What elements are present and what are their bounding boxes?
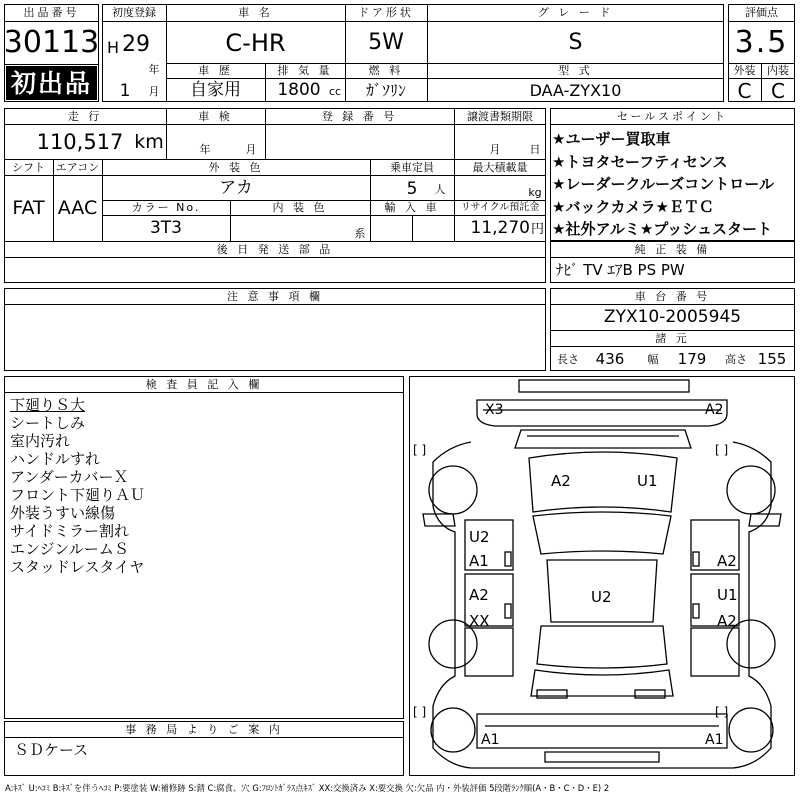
inspector-item: スタッドレスタイヤ	[10, 558, 145, 576]
reg-month: 1	[119, 80, 131, 101]
sales-label: セールスポイント	[616, 109, 728, 123]
mark-a2-right: A2	[717, 552, 737, 570]
model-label: 車 名	[238, 6, 273, 19]
deadline-day-unit: 日	[529, 142, 541, 156]
lot-number: 30113	[3, 25, 100, 60]
exterior-label: 外装	[733, 64, 756, 77]
mark-x3: X3	[485, 402, 504, 418]
mileage-value: 110,517	[36, 129, 124, 154]
mark-a1-left: A1	[469, 552, 489, 570]
chassis-number: ZYX10-2005945	[603, 307, 742, 327]
grade-value: S	[568, 29, 583, 55]
capacity-label: 乗車定員	[390, 160, 434, 174]
inspection-label: 車 検	[198, 109, 233, 123]
reg-year: 29	[122, 32, 150, 57]
recycle-label: リサイクル預託金	[460, 201, 540, 213]
load-unit: kg	[528, 185, 542, 199]
plate-label: 登 録 番 号	[321, 109, 398, 123]
model-name: C-HR	[225, 28, 286, 57]
mark-a2-hood: A2	[551, 472, 571, 490]
interior-label: 内装	[767, 64, 789, 77]
mark-u1-hood: U1	[637, 472, 658, 490]
recycle-unit: 円	[530, 221, 544, 237]
history-value: 自家用	[190, 80, 241, 100]
door-label: ドア形状	[358, 6, 414, 19]
deadline-month-unit: 月	[489, 142, 501, 156]
car-diagram	[409, 376, 795, 776]
office-label: 事 務 局 よ り ご 案 内	[125, 722, 283, 736]
mark-u1-right: U1	[717, 586, 738, 604]
displacement-label: 排 気 量	[277, 64, 333, 77]
later-parts-label: 後 日 発 送 部 品	[216, 242, 334, 256]
reg-year-unit: 年	[148, 62, 160, 76]
color-label: 外 装 色	[208, 160, 264, 174]
notes-label: 注 意 事 項 欄	[227, 289, 323, 303]
sales-list	[552, 128, 794, 241]
reg-month-unit: 月	[148, 84, 160, 98]
mileage-label: 走 行	[67, 109, 103, 123]
sales-item: ★レーダークルーズコントロール	[552, 175, 774, 193]
history-label: 車 歴	[198, 64, 233, 77]
inspector-list	[10, 396, 145, 576]
equipment-label: 純 正 装 備	[634, 242, 711, 256]
inspection-year-unit: 年	[199, 142, 211, 156]
office-value: ＳＤケース	[14, 740, 89, 759]
mark-u2-roof: U2	[591, 588, 612, 606]
displacement-unit: cc	[328, 84, 342, 98]
mark-a2-top: A2	[705, 402, 724, 418]
grade-label: グ レ ー ド	[537, 6, 614, 19]
ac-value: AAC	[57, 197, 98, 219]
import-label: 輸 入 車	[384, 201, 440, 214]
inspector-item: アンダーカバーＸ	[10, 468, 129, 486]
ac-label: エアコン	[55, 160, 100, 174]
mark-a2-left-rear: A2	[469, 586, 489, 604]
displacement-value: 1800	[277, 80, 321, 100]
bracket-left-lower: [ ]	[413, 705, 427, 719]
reg-label: 初度登録	[112, 6, 156, 19]
fuel-value: ｶﾞｿﾘﾝ	[365, 80, 406, 100]
dims-label: 諸 元	[655, 331, 690, 345]
color-no-label: カラー No.	[131, 201, 201, 214]
score-label: 評価点	[745, 6, 778, 19]
length-label: 長さ	[557, 352, 579, 366]
bracket-left: [ ]	[413, 443, 427, 457]
capacity-unit: 人	[434, 182, 446, 196]
first-listing-text: 初出品	[10, 68, 92, 98]
door-value: 5W	[368, 29, 404, 55]
shift-label: シフト	[12, 160, 45, 174]
score-value: 3.5	[734, 24, 789, 60]
interior-color-unit: 系	[354, 226, 366, 240]
interior-value: C	[771, 78, 785, 103]
sales-item: ★トヨタセーフティセンス	[552, 152, 728, 171]
shift-value: FAT	[12, 197, 45, 219]
mark-u2-left: U2	[469, 528, 490, 546]
inspector-item: 下廻りＳ大	[10, 396, 86, 414]
legend-footer: A:ｷｽﾞ U:ﾍｺﾐ B:ｷｽﾞを伴うﾍｺﾐ P:要塗装 W:補修跡 S:錆 C:腐食、穴 G:ﾌﾛﾝﾄｶﾞﾗｽ点ｷｽﾞ XX:交換済み X:要交換 欠:欠品 内・外装評価 5段階ﾗﾝｸ順(A・B・C・D・E) 2	[5, 782, 610, 793]
load-label: 最大積載量	[472, 160, 528, 174]
height-value: 155	[757, 349, 787, 368]
mark-a1-bottom-right: A1	[705, 732, 724, 748]
length-value: 436	[595, 349, 625, 368]
equipment-value: ﾅﾋﾞ TV ｴｱB PS PW	[556, 260, 685, 279]
sales-item: ★社外アルミ★プッシュスタート	[552, 220, 772, 238]
exterior-value: C	[737, 78, 752, 103]
bracket-right: [ ]	[715, 443, 729, 457]
deadline-label: 譲渡書類期限	[467, 109, 533, 123]
mark-xx-left: XX	[469, 612, 490, 630]
inspector-item: ハンドルすれ	[10, 450, 101, 468]
mark-a2-right-rear: A2	[717, 612, 737, 630]
inspector-item: サイドミラー割れ	[10, 522, 129, 540]
lot-label: 出品番号	[23, 6, 80, 19]
type-label: 型 式	[558, 64, 593, 77]
inspector-item: 室内汚れ	[10, 432, 71, 450]
recycle-value: 11,270	[470, 218, 530, 238]
inspector-item: フロント下廻りＡＵ	[10, 486, 146, 504]
fuel-label: 燃 料	[368, 64, 404, 77]
interior-color-label: 内 装 色	[272, 201, 328, 214]
width-value: 179	[677, 349, 707, 368]
inspector-item: シートしみ	[10, 414, 86, 432]
bracket-right-lower: [ ]	[715, 705, 729, 719]
type-value: DAA-ZYX10	[529, 80, 622, 100]
sales-item: ★ユーザー買取車	[552, 130, 671, 148]
mileage-unit: km	[134, 130, 164, 153]
color-value: アカ	[219, 177, 253, 198]
capacity-value: 5	[406, 178, 418, 199]
height-label: 高さ	[725, 352, 747, 366]
color-no-value: 3T3	[149, 218, 183, 238]
chassis-label: 車 台 番 号	[634, 289, 711, 303]
inspector-item: エンジンルームＳ	[10, 540, 129, 558]
inspection-month-unit: 月	[245, 142, 257, 156]
mark-a1-bottom-left: A1	[481, 732, 500, 748]
reg-era: H	[106, 38, 120, 57]
sales-item: ★バックカメラ★ＥＴＣ	[552, 197, 714, 216]
width-label: 幅	[647, 352, 659, 366]
inspector-label: 検 査 員 記 入 欄	[145, 377, 263, 391]
inspector-item: 外装うすい線傷	[10, 504, 116, 522]
